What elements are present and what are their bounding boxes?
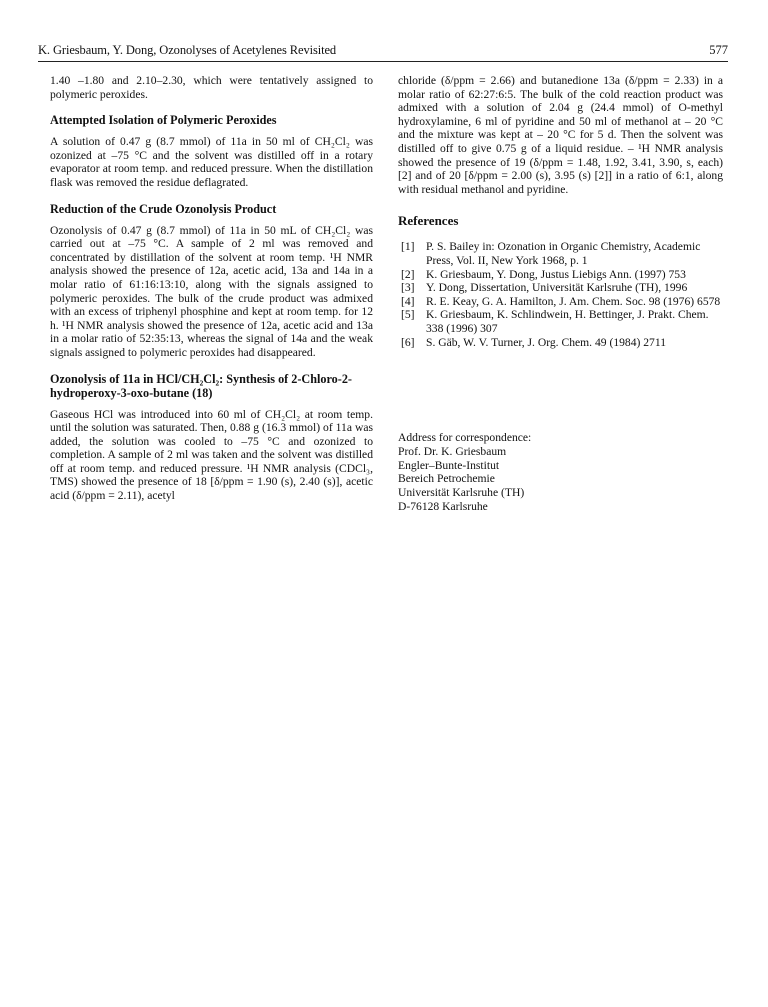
reference-text: Y. Dong, Dissertation, Universität Karlsruhe (TH), 1996 [426, 281, 688, 295]
right-column [398, 74, 723, 514]
section-body-isolation: A solution of 0.47 g (8.7 mmol) of 11a in 50 ml of CH₂Cl₂ was ozonized at –75 °C and the solvent was distilled off in a rotary evaporator at room temp. and reduced pressure. When the distillation flask was removed the residue deflagrated. [50, 135, 373, 189]
reference-number: [6] [401, 335, 415, 349]
page-number: 577 [709, 43, 728, 57]
references-list [398, 240, 723, 349]
correspondence-address [398, 431, 723, 514]
reference-text: P. S. Bailey in: Ozonation in Organic Chemistry, Academic Press, Vol. II, New York 1968, p. 1 [426, 240, 701, 267]
address-line: Prof. Dr. K. Griesbaum [398, 444, 507, 458]
running-header [38, 43, 728, 62]
reference-item [398, 240, 723, 267]
reference-item [398, 295, 723, 309]
section-heading-reduction: Reduction of the Crude Ozonolysis Product [50, 201, 277, 216]
address-line: Address for correspondence: [398, 431, 532, 445]
reference-number: [2] [401, 267, 415, 281]
address-line: Universität Karlsruhe (TH) [398, 486, 525, 500]
reference-item [398, 308, 723, 335]
reference-number: [3] [401, 281, 415, 295]
intro-paragraph: 1.40 –1.80 and 2.10–2.30, which were tentatively assigned to polymeric peroxides. [50, 74, 373, 101]
reference-text: K. Griesbaum, Y. Dong, Justus Liebigs Ann. (1997) 753 [426, 267, 686, 281]
running-title: K. Griesbaum, Y. Dong, Ozonolyses of Acetylenes Revisited [38, 43, 337, 57]
section-body-reduction: Ozonolysis of 0.47 g (8.7 mmol) of 11a in 50 mL of CH₂Cl₂ was carried out at –75 °C. A sample of 2 ml was removed and concentrated by distillation of the solvent at room temp. ¹H NMR analysis showed the presence of 12a, acetic acid, 13a and 14a in a molar ratio of 61:16:13:10, along with the signals assigned to polymeric peroxides. The bulk of the crude product was admixed with an excess of triphenyl phosphine and kept at room temp. for 12 h. ¹H NMR analysis showed the presence of 12a, acetic acid and 13a in a molar ratio of 52:35:13, whereas the signal of 14a and the weak signals assigned to polymeric peroxides had disappeared. [50, 223, 373, 359]
reference-text: S. Gäb, W. V. Turner, J. Org. Chem. 49 (1984) 2711 [426, 335, 667, 349]
section-heading-ozonolysis-hcl: Ozonolysis of 11a in HCl/CH₂Cl₂: Synthesis of 2-Chloro-2-hydroperoxy-3-oxo-butane (18) [50, 371, 352, 400]
reference-number: [5] [401, 308, 415, 322]
section-body-ozonolysis-hcl: Gaseous HCl was introduced into 60 ml of CH₂Cl₂ at room temp. until the solution was saturated. Then, 0.88 g (16.3 mmol) of 11a was added, the solution was cooled to –75 °C and ozonized to completion. A sample of 2 ml was taken and the solvent was distilled off at room temp. and reduced pressure. ¹H NMR analysis (CDCl₃, TMS) showed the presence of 18 [δ/ppm = 1.90 (s), 2.40 (s)], acetic acid (δ/ppm = 2.11), acetyl [50, 407, 373, 503]
left-column [50, 74, 373, 503]
reference-number: [4] [401, 294, 415, 308]
section-heading-isolation: Attempted Isolation of Polymeric Peroxides [50, 113, 277, 128]
references-heading: References [398, 213, 459, 229]
continuation-paragraph: chloride (δ/ppm = 2.66) and butanedione 13a (δ/ppm = 2.33) in a molar ratio of 62:27:6:5. The bulk of the cold reaction product was admixed with a solution of 2.04 g (24.4 mmol) of O-methyl hydroxylamine, 6 ml of pyridine and 50 ml of methanol at – 20 °C and the mixture was kept at – 20 °C for 5 d. Then the solvent was distilled off to give 0.75 g of a liquid residue. – ¹H NMR analysis showed the presence of 19 (δ/ppm = 1.48, 1.92, 3.41, 3.90, s, each) [2] and of 20 [δ/ppm = 2.00 (s), 3.95 (s) [2]] in a ratio of 6:1, along with residual methanol and pyridine. [398, 74, 723, 196]
address-line: Engler–Bunte-Institut [398, 458, 500, 472]
reference-text: K. Griesbaum, K. Schlindwein, H. Bettinger, J. Prakt. Chem. 338 (1996) 307 [426, 308, 709, 335]
reference-item [398, 281, 723, 295]
address-line: D-76128 Karlsruhe [398, 500, 488, 514]
reference-number: [1] [401, 240, 415, 254]
address-line: Bereich Petrochemie [398, 472, 495, 486]
reference-item [398, 336, 723, 350]
reference-text: R. E. Keay, G. A. Hamilton, J. Am. Chem. Soc. 98 (1976) 6578 [426, 294, 721, 308]
reference-item [398, 268, 723, 282]
